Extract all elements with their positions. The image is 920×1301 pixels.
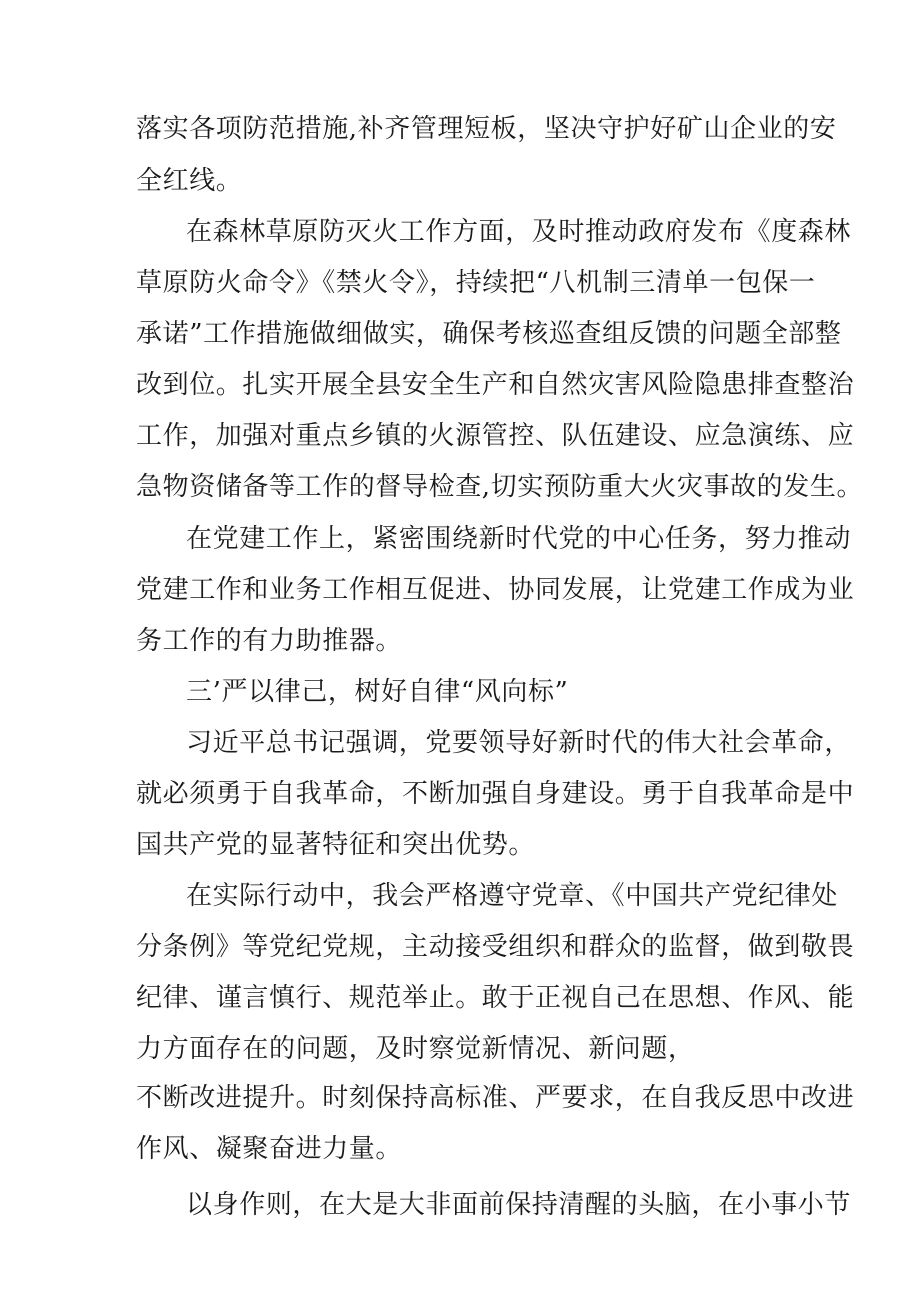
text-line: 习近平总书记强调，党要领导好新时代的伟大社会革命， (186, 728, 852, 758)
text-line: 分条例》等党纪党规，主动接受组织和群众的监督，做到敬畏 (136, 932, 855, 962)
text-line: 在实际行动中，我会严格遵守党章、《中国共产党纪律处 (186, 881, 839, 911)
text-line: 改到位。扎实开展全县安全生产和自然灾害风险隐患排查整治 (136, 370, 855, 400)
text-line: 在党建工作上，紧密围绕新时代党的中心任务，努力推动 (186, 524, 852, 554)
text-line: 在森林草原防灭火工作方面，及时推动政府发布《度森林 (186, 217, 852, 247)
text-line: 党建工作和业务工作相互促进、协同发展，让党建工作成为业 (136, 575, 855, 605)
text-line: 纪律、谨言慎行、规范举止。敢于正视自己在思想、作风、能 (136, 983, 855, 1013)
text-line: 务工作的有力助推器。 (136, 626, 403, 656)
text-line: 承诺”工作措施做细做实，确保考核巡查组反馈的问题全部整 (136, 319, 842, 349)
text-line: 作风、凝聚奋进力量。 (136, 1134, 403, 1164)
text-line: 全红线。 (136, 166, 243, 196)
text-line: 力方面存在的问题，及时察觉新情况、新问题， (136, 1034, 695, 1064)
text-line: 草原防火命令》《禁火令》，持续把“八机制三清单一包保一 (136, 268, 816, 298)
text-line: 国共产党的显著特征和突出优势。 (136, 830, 536, 860)
text-line: 就必须勇于自我革命，不断加强自身建设。勇于自我革命是中 (136, 779, 855, 809)
text-line: 急物资储备等工作的督导检查,切实预防重大火灾事故的发生。 (136, 472, 864, 502)
text-line: 落实各项防范措施,补齐管理短板，坚决守护好矿山企业的安 (136, 114, 837, 144)
text-line: 不断改进提升。时刻保持高标准、严要求，在自我反思中改进 (136, 1083, 855, 1113)
text-line: 工作，加强对重点乡镇的火源管控、队伍建设、应急演练、应 (136, 421, 855, 451)
text-line: 以身作则，在大是大非面前保持清醒的头脑，在小事小节 (186, 1190, 852, 1220)
section-heading: 三’严以律己，树好自律“风向标” (186, 677, 569, 707)
